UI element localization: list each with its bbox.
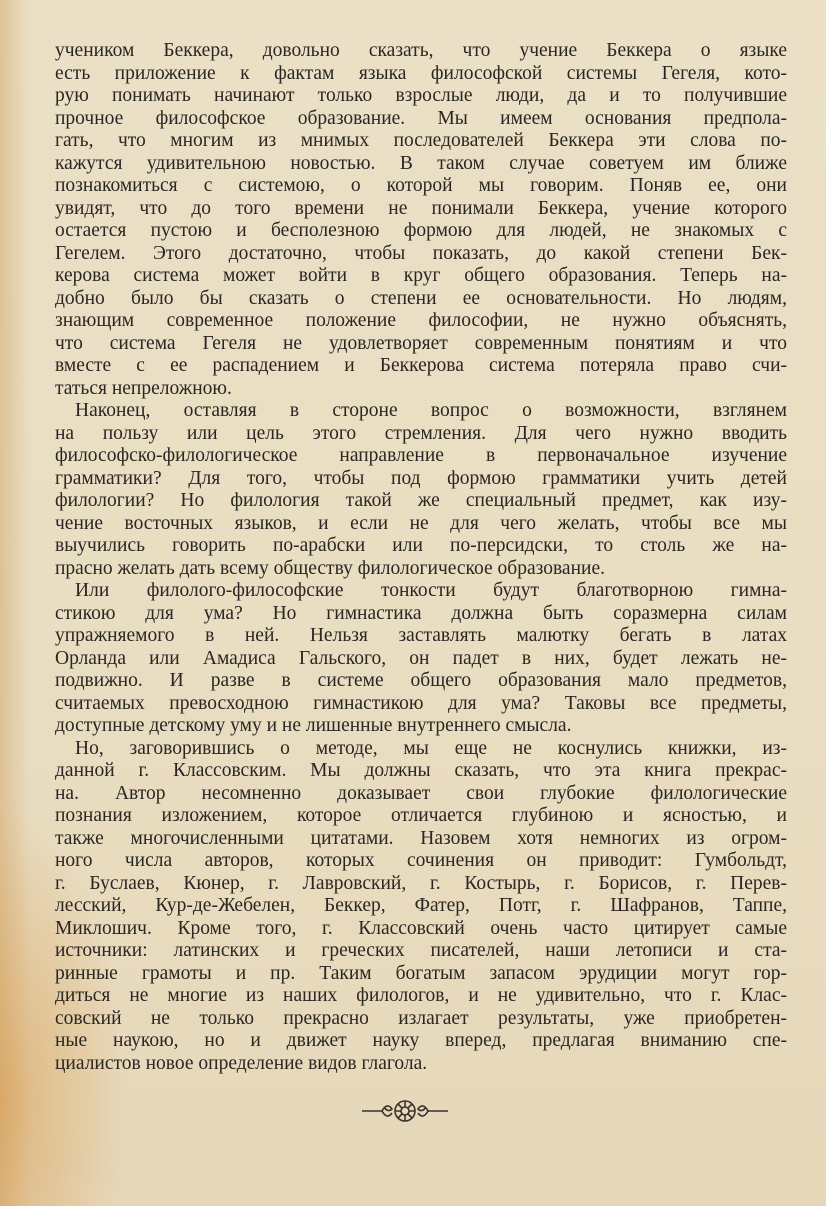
text-line: совский не только прекрасно излагает результаты, уже приобретен- [55, 1007, 787, 1029]
text-line: учеником Беккера, довольно сказать, что учение Беккера о языке [55, 40, 787, 61]
text-line: считаемых превосходною гимнастикою для ума? Таковы все предметы, [55, 692, 787, 714]
text-line: ного числа авторов, которых сочинения он приводит: Гумбольдт, [55, 850, 787, 871]
text-line: есть приложение к фактам языка философской системы Гегеля, кото- [55, 62, 787, 84]
text-line: выучились говорить по-арабски или по-персидски, то столь же на- [55, 535, 787, 556]
page-text [55, 40, 787, 1075]
text-line: чение восточных языков, и если не для чего желать, чтобы все мы [55, 512, 787, 534]
text-line: доступные детскому уму и не лишенные внутреннего смысла. [55, 715, 572, 736]
text-line: керова система может войти в круг общего образования. Теперь на- [55, 265, 787, 286]
text-line: прасно желать дать всему обществу филологическое образование. [55, 557, 605, 579]
text-line: филологии? Но филология такой же специальный предмет, как изу- [55, 490, 787, 511]
text-line: стикою для ума? Но гимнастика должна быть соразмерна силам [55, 602, 787, 624]
paragraph [55, 400, 787, 580]
text-line: вместе с ее распадением и Беккерова система потеряла право счи- [55, 355, 787, 376]
text-line: г. Буслаев, Кюнер, г. Лавровский, г. Костырь, г. Борисов, г. Перев- [55, 872, 787, 894]
paragraph [55, 738, 787, 1076]
text-line: Миклошич. Кроме того, г. Классовский очень часто цитирует самые [55, 917, 787, 939]
text-line: познания изложением, которое отличается глубиною и ясностью, и [55, 805, 787, 826]
text-line: подвижно. И разве в системе общего образования мало предметов, [55, 670, 787, 691]
text-line: упражняемого в ней. Нельзя заставлять малютку бегать в латах [55, 625, 787, 646]
text-line: остается пустою и бесполезною формою для людей, не знакомых с [55, 220, 787, 241]
text-line: данной г. Классовским. Мы должны сказать, что эта книга прекрас- [55, 760, 787, 781]
text-line: грамматики? Для того, чтобы под формою грамматики учить детей [55, 467, 787, 489]
paragraph [55, 40, 787, 400]
text-line: философско-филологическое направление в первоначальное изучение [55, 445, 787, 466]
paragraph [55, 580, 787, 738]
text-line: лесский, Кур-де-Жебелен, Беккер, Фатер, Потг, г. Шафранов, Таппе, [55, 895, 787, 916]
text-line: Гегелем. Этого достаточно, чтобы показать, до какой степени Бек- [55, 242, 787, 264]
text-line: также многочисленными цитатами. Назовем хотя немногих из огром- [55, 827, 787, 849]
text-line: таться непреложною. [55, 377, 232, 399]
text-line: Но, заговорившись о методе, мы еще не коснулись книжки, из- [75, 737, 787, 759]
text-line: на. Автор несомненно доказывает свои глубокие филологические [55, 782, 787, 804]
text-line: ринные грамоты и пр. Таким богатым запасом эрудиции могут гор- [55, 962, 787, 984]
text-line: познакомиться с системою, о которой мы говорим. Поняв ее, они [55, 175, 787, 196]
text-line: знающим современное положение философии, не нужно объяснять, [55, 310, 787, 331]
text-line: кажутся удивительною новостью. В таком случае советуем им ближе [55, 152, 787, 174]
text-line: Или филолого-философские тонкости будут благотворною гимна- [75, 580, 787, 601]
floral-ornament-icon [360, 1097, 450, 1125]
text-line: ные наукою, но и движет науку вперед, предлагая вниманию спе- [55, 1030, 787, 1051]
text-line: увидят, что до того времени не понимали Беккера, учение которого [55, 197, 787, 219]
text-line: добно было бы сказать о степени ее основательности. Но людям, [55, 287, 787, 309]
text-line: Орланда или Амадиса Гальского, он падет в них, будет лежать не- [55, 647, 787, 669]
text-line: что система Гегеля не удовлетворяет современным понятиям и что [55, 332, 787, 354]
text-line: рую понимать начинают только взрослые люди, да и то получившие [55, 85, 787, 106]
text-line: источники: латинских и греческих писателей, наши летописи и ста- [55, 940, 787, 961]
text-line: на пользу или цель этого стремления. Для чего нужно вводить [55, 422, 787, 444]
text-line: Наконец, оставляя в стороне вопрос о возможности, взглянем [75, 400, 787, 421]
text-line: прочное философское образование. Мы имеем основания предпола- [55, 107, 787, 129]
text-line: циалистов новое определение видов глагола. [55, 1052, 428, 1074]
text-line: гать, что многим из мнимых последователей Беккера эти слова по- [55, 130, 787, 151]
text-line: диться не многие из наших филологов, и не удивительно, что г. Клас- [55, 985, 787, 1006]
